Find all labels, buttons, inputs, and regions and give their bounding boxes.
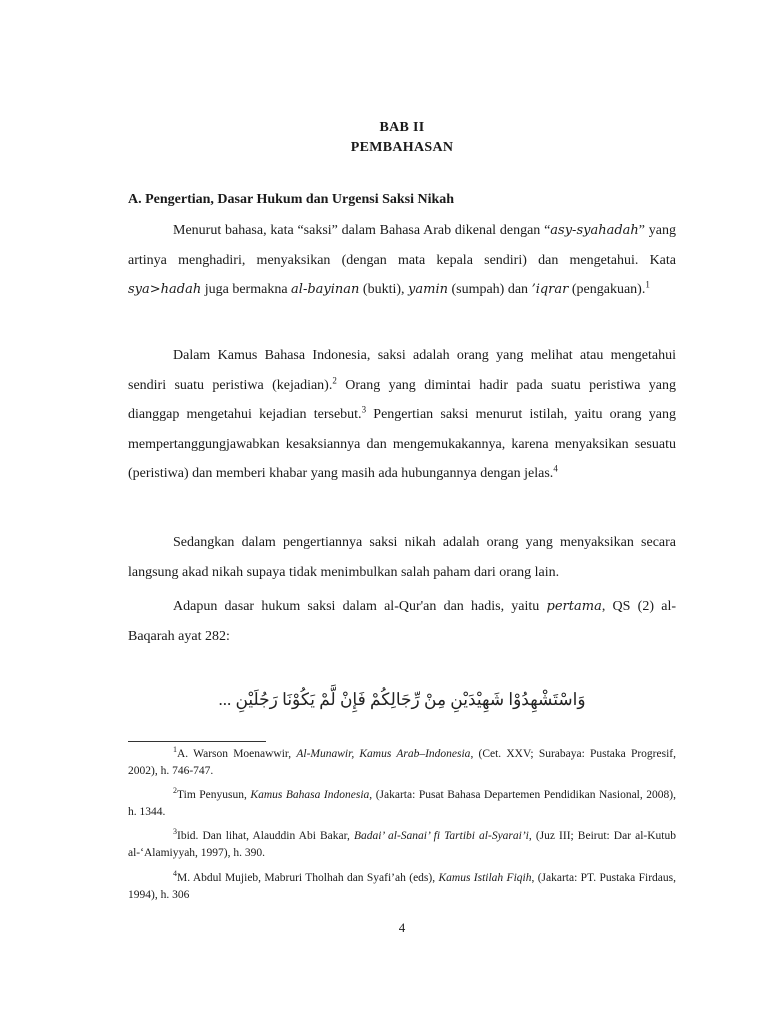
text: , QS (2) al-Baqarah ayat 282:	[128, 599, 676, 644]
footnote-2	[128, 787, 676, 821]
footnote-1	[128, 746, 676, 780]
footnote-ref-3[interactable]: 3	[361, 404, 367, 415]
text: (sumpah) dan	[447, 282, 532, 298]
text: Ibid. Dan lihat, Alauddin Abi Bakar,	[177, 830, 354, 842]
paragraph-1	[128, 216, 676, 305]
text: , (Jakarta: PT. Pustaka Firdaus, 1994), h. 306	[128, 872, 676, 901]
book-title: Al-Munawir, Kamus Arab–Indonesia	[296, 748, 471, 760]
paragraph-4	[128, 592, 676, 651]
text: Orang yang dimintai hadir pada suatu peristiwa yang dianggap mengetahui kejadian tersebut.	[128, 377, 677, 423]
chapter-title: PEMBAHASAN	[350, 140, 454, 155]
text: Dalam Kamus Bahasa Indonesia, saksi adalah orang yang melihat atau mengetahui sendiri suatu peristiwa (kejadian).	[128, 348, 676, 393]
book-title: Kamus Istilah Fiqih	[438, 872, 532, 884]
text: Menurut bahasa, kata “saksi” dalam Bahasa Arab dikenal dengan “	[173, 223, 551, 238]
term-pertama: pertama	[546, 599, 602, 614]
footnote-number: 4	[173, 869, 177, 879]
text: (bukti),	[359, 282, 409, 298]
footnote-number: 3	[173, 827, 177, 837]
book-title: Kamus Bahasa Indonesia	[250, 789, 370, 801]
footnote-number: 1	[173, 745, 177, 755]
text: A. Warson Moenawwir,	[177, 748, 297, 760]
paragraph-3	[128, 528, 676, 587]
footnote-ref-1[interactable]: 1	[645, 279, 650, 290]
text: Tim Penyusun,	[177, 789, 251, 801]
section-title: A. Pengertian, Dasar Hukum dan Urgensi Saksi Nikah	[128, 192, 455, 207]
footnote-ref-2[interactable]: 2	[332, 374, 337, 385]
text: M. Abdul Mujieb, Mabruri Tholhah dan Syafi’ah (eds),	[177, 872, 439, 884]
text: , (Juz III; Beirut: Dar al-Kutub al-‘Alamiyyah, 1997), h. 390.	[128, 830, 676, 859]
chapter-label: BAB II	[379, 120, 425, 135]
term-yamin: yamin	[408, 282, 448, 298]
text: , (Jakarta: Pusat Bahasa Departemen Pendidikan Nasional, 2008), h. 1344.	[128, 789, 676, 818]
term-syahadah: sya>hadah	[128, 282, 202, 298]
term-iqrar: ’iqrar	[531, 282, 569, 298]
paragraph-2	[128, 341, 676, 489]
page-number: 4	[398, 920, 406, 935]
footnote-4	[128, 870, 676, 904]
arabic-verse: ﻭَﺍﺳْﺘَﺸْﻬِﺪُﻭْﺍ ﺷَﻬِﻴْﺪَﻳْﻦِ ﻣِﻦْ ﺭِّﺟَﺎﻟِﻜُﻢْ ﻓَﺈِﻥْ ﻟَّﻢْ ﻳَﻜُﻮْﻧَﺎ ﺭَﺟُﻠَﻴْﻦِ ...	[218, 690, 586, 709]
text: Sedangkan dalam pengertiannya saksi nikah adalah orang yang menyaksikan secara langsung akad nikah supaya tidak menimbulkan salah paham dari orang lain.	[128, 535, 676, 580]
text: , (Cet. XXV; Surabaya: Pustaka Progresif, 2002), h. 746-747.	[128, 748, 676, 777]
text: ” yang artinya menghadiri, menyaksikan (dengan mata kepala sendiri) dan mengetahui. Kata	[128, 223, 676, 268]
footnote-ref-4[interactable]: 4	[553, 463, 558, 474]
text: Adapun dasar hukum saksi dalam al-Qur'an dan hadis, yaitu	[173, 599, 547, 614]
footnote-divider	[128, 741, 266, 742]
footnote-3	[128, 828, 676, 862]
term-asy-syahadah: asy-syahadah	[550, 223, 639, 238]
book-title: Badai’ al-Sanai’ fi Tartibi al-Syarai’i	[353, 830, 529, 842]
text: Pengertian saksi menurut istilah, yaitu orang yang mempertanggungjawabkan kesaksiannya dan mengemukakannya, karena menyaksikan sesuatu (peristiwa) dan memberi khabar yang masih ada hubungannya dengan jelas.	[128, 407, 676, 482]
term-al-bayinan: al-bayinan	[291, 282, 360, 298]
text: (pengakuan).	[568, 282, 646, 298]
footnote-number: 2	[173, 786, 177, 796]
text: juga bermakna	[201, 282, 292, 298]
